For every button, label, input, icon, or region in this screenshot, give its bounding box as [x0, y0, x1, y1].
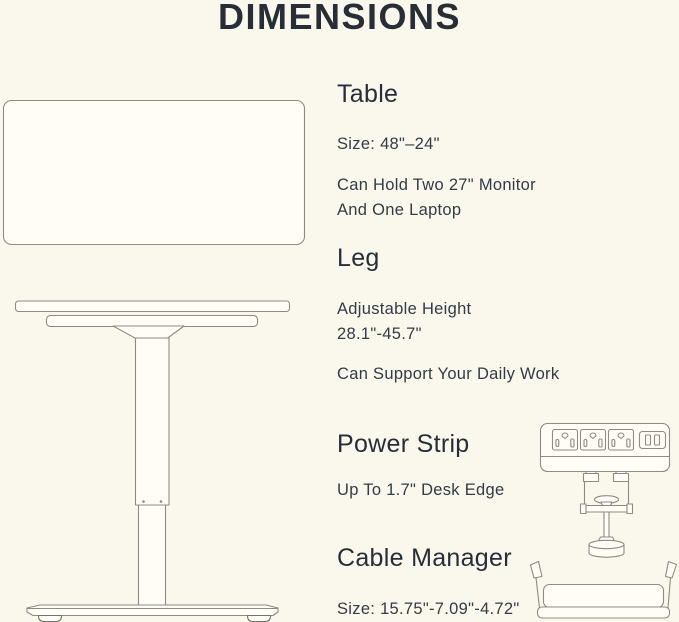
table-capacity-line2: And One Laptop — [337, 200, 462, 219]
power-strip-detail-text: Up To 1.7" Desk Edge — [337, 481, 505, 499]
foot-pad — [39, 616, 62, 622]
tabletop-top-view-drawing — [0, 95, 312, 251]
desk-side-view-drawing — [0, 296, 300, 622]
foot-pad — [248, 616, 271, 622]
tabletop-outline — [4, 101, 305, 245]
leg-height-line1: Adjustable Height — [337, 300, 472, 318]
usb-ports-icon — [640, 432, 666, 449]
cable-manager-heading: Cable Manager — [337, 544, 512, 572]
clamp-knob — [589, 540, 624, 557]
desk-surface — [16, 301, 290, 312]
outlet-icon — [609, 430, 634, 451]
table-capacity-text — [337, 173, 536, 222]
clamp-screw — [598, 512, 615, 542]
desk-column — [136, 338, 170, 605]
cable-manager-drawing — [524, 557, 679, 622]
leg-heading: Leg — [337, 244, 380, 272]
table-heading: Table — [337, 80, 399, 108]
power-strip-drawing — [535, 420, 679, 560]
outlet-icon — [581, 430, 606, 451]
desk-bracket — [47, 316, 258, 339]
leg-height-text — [337, 297, 471, 346]
cable-tray — [538, 585, 670, 619]
page-title: DIMENSIONS — [217, 0, 462, 37]
clamp-pad — [595, 496, 619, 506]
table-capacity-line1: Can Hold Two 27" Monitor — [337, 176, 536, 194]
table-size-text: Size: 48"–24" — [337, 135, 440, 153]
leg-height-line2: 28.1"-45.7" — [337, 324, 422, 343]
outlet-icon — [553, 430, 578, 451]
leg-support-text: Can Support Your Daily Work — [337, 365, 560, 383]
cable-manager-size-text: Size: 15.75"-7.09"-4.72" — [337, 600, 520, 618]
desk-foot — [27, 605, 278, 622]
power-strip-heading: Power Strip — [337, 430, 470, 458]
